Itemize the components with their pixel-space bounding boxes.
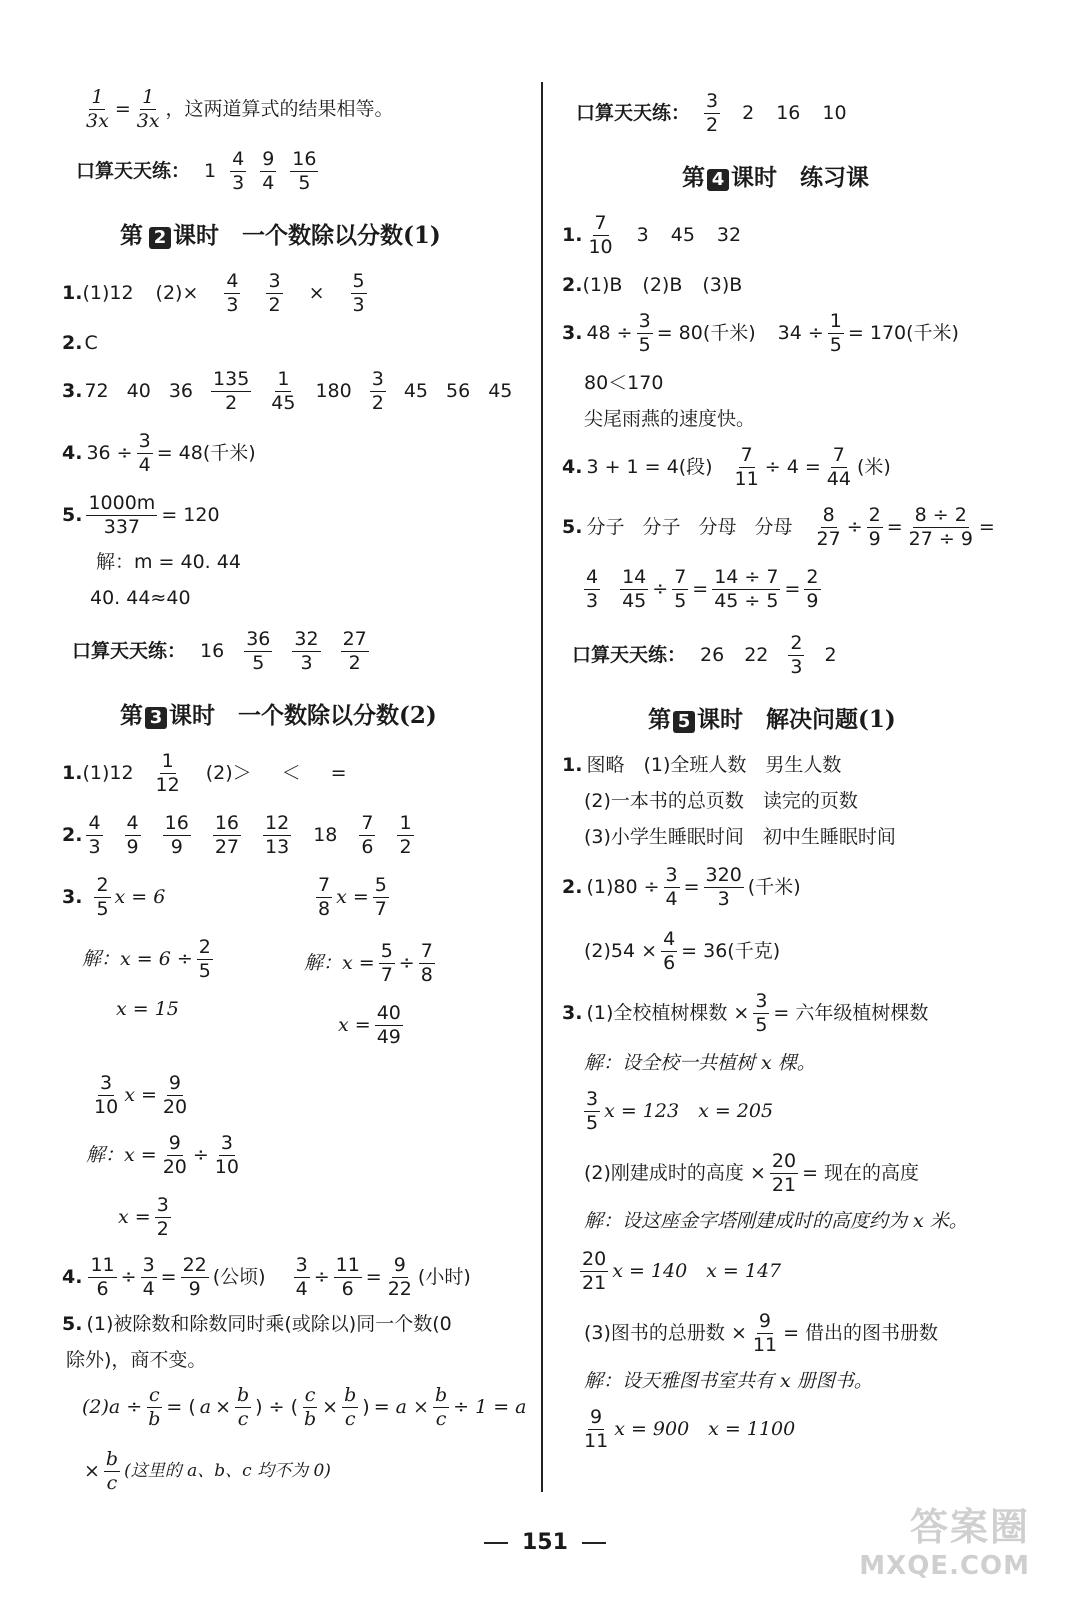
section-5-heading: 第 5 课时 解决问题(1) <box>648 706 896 733</box>
s4-q2: 2. (1)B (2)B (3)B <box>562 274 743 296</box>
s5-q2a: 2. (1)80 ÷ $\frac{3}{4}$ = $\frac{320}{3}$ (千米) <box>562 864 801 910</box>
s4-q5-line2: 4 3 $\frac{14}{45}$ ÷ $\frac{7}{5}$ = $\frac{14 \div 7}{45 \div 5}$ = $\frac{2}{9}$ <box>586 566 819 612</box>
page-number: 151 <box>470 1530 620 1555</box>
s3-q3-eq3-sol: 解：x = $\frac{9}{20}$ ÷ $\frac{3}{10}$ <box>86 1132 239 1178</box>
s2-q5: 5. $\frac{1000m}{337}$ = 120 <box>62 492 220 538</box>
s3-q3-eq3: 3 10 x = $\frac{9}{20}$ <box>94 1072 188 1118</box>
s5-q3-a3: 3 5 x = 123 x = 205 <box>586 1088 774 1134</box>
s5-q3-a1: 3. (1)全校植树棵数 × $\frac{3}{5}$ = 六年级植树棵数 <box>562 990 929 1036</box>
fraction: $\frac{1}{3x}$ <box>136 86 160 132</box>
s4-q5-line1: 5. 分子 分子 分母 分母 $\frac{8}{27}$ ÷ $\frac{2}{9}$ = $\frac{8 \div 2}{27 \div 9}$ = <box>562 504 995 550</box>
s5-q3-c2: 解：设天雅图书室共有 x 册图书。 <box>584 1370 873 1392</box>
s2-q5-solution: 解：m = 40. 44 <box>96 551 241 573</box>
s5-q1-line1: 1. 图略 (1)全班人数 男生人数 <box>562 754 842 776</box>
s3-q4: 4. $\frac{11}{6}$ ÷ $\frac{3}{4}$ = $\frac{22}{9}$ (公顷) $\frac{3}{4}$ ÷ $\frac{11}{6}$ = $\frac{9}{22}$ (小时) <box>62 1254 471 1300</box>
watermark-logo: 答案圈 MXQE.COM <box>859 1505 1030 1581</box>
s4-q3-conclusion: 尖尾雨燕的速度快。 <box>584 408 756 430</box>
section-2-heading: 第 2 课时 一个数除以分数(1) <box>120 222 441 249</box>
s2-kousuan: 口算天天练： 16 36 5 32 3 27 2 <box>72 628 367 674</box>
s3-q5-line2: 除外)，商不变。 <box>66 1349 207 1371</box>
s3-q3-eq2-ans: x = $\frac{40}{49}$ <box>338 1002 401 1048</box>
s5-q3-b2: 解：设这座金字塔刚建成时的高度约为 x 米。 <box>584 1210 968 1232</box>
s3-q3-eq2-sol: 解：x = $\frac{5}{7}$ ÷ $\frac{7}{8}$ <box>304 940 433 986</box>
s3-q3-eq1-sol: 解：x = 6 ÷ $\frac{2}{5}$ <box>82 936 211 982</box>
s5-q3-a2: 解：设全校一共植树 x 棵。 <box>584 1052 816 1074</box>
s4-q3-compare: 80＜170 <box>584 372 664 394</box>
s4-q4: 4. 3 + 1 = 4(段) $\frac{7}{11}$ ÷ 4 = $\frac{7}{44}$ (米) <box>562 444 891 490</box>
s3-q5-line4: × $\frac{b}{c}$ (这里的 a、b、c 均不为 0) <box>84 1448 331 1494</box>
s2-q3: 3. 72 40 36 135 2 1 45 180 3 2 45 56 45 <box>62 368 513 414</box>
left-top-equation: $\frac{1}{3x}$ = $\frac{1}{3x}$ ，这两道算式的结果相等。 <box>86 86 394 132</box>
s2-q1: 1. (1)12 (2)× $\frac{4}{3}$ $\frac{3}{2}$ × $\frac{5}{3}$ <box>62 270 365 316</box>
s3-q5-line3: (2)a ÷ $\frac{c}{b}$ = ( a × $\frac{b}{c}$ ) ÷ ( $\frac{c}{b}$ × $\frac{b}{c}$ ) = a × $\frac{b}{c}$ ÷ 1 = a <box>82 1384 527 1430</box>
s5-q1-line2: (2)一本书的总页数 读完的页数 <box>584 790 858 812</box>
s4-q3: 3. 48 ÷ $\frac{3}{5}$ = 80(千米) 34 ÷ $\frac{1}{5}$ = 170(千米) <box>562 310 959 356</box>
fraction: $\frac{1}{3x}$ <box>86 86 109 132</box>
s4-kousuan: 口算天天练： 26 22 2 3 2 <box>572 632 837 678</box>
s2-q4: 4. 36 ÷ $\frac{3}{4}$ = 48(千米) <box>62 430 256 476</box>
s5-q3-b1: (2)刚建成时的高度 × $\frac{20}{21}$ = 现在的高度 <box>584 1150 920 1196</box>
column-divider <box>541 82 543 1492</box>
right-top-kousuan: 口算天天练： 3 2 2 16 10 <box>576 90 847 136</box>
s2-q2: 2. C <box>62 332 98 354</box>
s3-q5-line1: 5. (1)被除数和除数同时乘(或除以)同一个数(0 <box>62 1313 452 1335</box>
section-3-heading: 第 3 课时 一个数除以分数(2) <box>120 702 437 729</box>
left-top-kousuan: 口算天天练： 1 4 3 9 4 16 5 <box>76 148 317 194</box>
s3-q3-eq3-ans: x = $\frac{3}{2}$ <box>118 1194 169 1240</box>
s3-q3-eq2: 7 8 x = $\frac{5}{7}$ <box>318 874 387 920</box>
s2-q5-approx: 40. 44≈40 <box>90 587 191 609</box>
section-4-heading: 第 4 课时 练习课 <box>682 164 869 191</box>
s5-q2b: (2)54 × $\frac{4}{6}$ = 36(千克) <box>584 928 781 974</box>
s5-q3-b3: 20 21 x = 140 x = 147 <box>582 1248 782 1294</box>
s3-q3-eq1-ans: x = 15 <box>116 998 179 1020</box>
s3-q1: 1. (1)12 1 12 (2)＞ ＜ = <box>62 750 347 796</box>
s5-q3-c1: (3)图书的总册数 × $\frac{9}{11}$ = 借出的图书册数 <box>584 1310 939 1356</box>
s5-q1-line3: (3)小学生睡眠时间 初中生睡眠时间 <box>584 826 896 848</box>
s5-q3-c3: 9 11 x = 900 x = 1100 <box>584 1406 796 1452</box>
s3-q3-eq1: 3. 2 5 x = 6 <box>62 874 166 920</box>
s3-q2: 2. 4 3 4 9 16 9 16 27 12 13 18 7 6 1 2 <box>62 812 412 858</box>
s4-q1: 1. 7 10 3 45 32 <box>562 212 742 258</box>
